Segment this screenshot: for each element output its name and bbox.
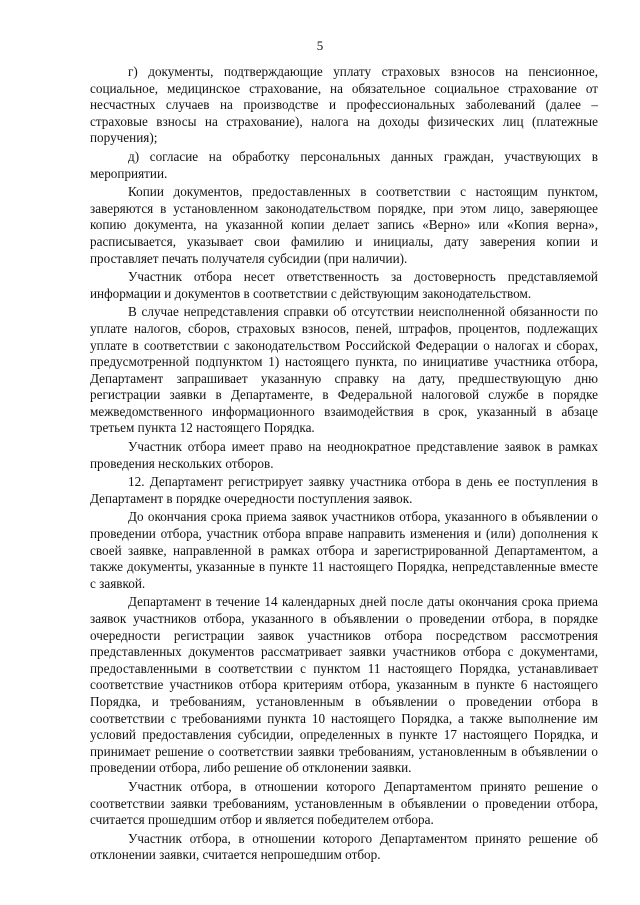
- paragraph-subitem-d: д) согласие на обработку персональных данных граждан, участвующих в мероприятии.: [90, 148, 598, 181]
- paragraph-changes-to-application: До окончания срока приема заявок участников отбора, указанного в объявлении о проведении отбора, участник отбора вправе направить изменения и (или) дополнения к своей заявке, направленной в рамках отбора и зарегистрированной Департаментом, а также документы, указанные в пункте 11 настоящего Порядка, непредставленные вместе с заявкой.: [90, 509, 598, 591]
- paragraph-tax-certificate: В случае непредставления справки об отсутствии неисполненной обязанности по уплате налогов, сборов, страховых взносов, пеней, штрафов, процентов, подлежащих уплате в соответствии с законодательством Российской Федерации о налогах и сборах, предусмотренной подпунктом 1) настоящего пункта, по инициативе участника отбора, Департамент запрашивает указанную справку на дату, предшествующую дню регистрации заявки в Департаменте, в Федеральной налоговой службе в порядке межведомственного информационного взаимодействия в срок, указанный в абзаце третьем пункта 12 настоящего Порядка.: [90, 304, 598, 436]
- paragraph-passed-selection: Участник отбора, в отношении которого Департаментом принято решение о соответствии заявки требованиям, установленным в объявлении о проведении отбора, считается прошедшим отбор и является победителем отбора.: [90, 778, 598, 828]
- paragraph-copies-certification: Копии документов, предоставленных в соответствии с настоящим пунктом, заверяются в установленном законодательством порядке, при этом лицо, заверяющее копию документа, на указанной копии делает запись «Верно» или «Копия верна», расписывается, указывает свои фамилию и инициалы, дату заверения копии и проставляет печать получателя субсидии (при наличии).: [90, 184, 598, 266]
- paragraph-responsibility: Участник отбора несет ответственность за достоверность представляемой информации и документов в соответствии с действующим законодательством.: [90, 269, 598, 301]
- paragraph-item-12-registration: 12. Департамент регистрирует заявку участника отбора в день ее поступления в Департамент в порядке очередности поступления заявок.: [90, 474, 598, 506]
- paragraph-failed-selection: Участник отбора, в отношении которого Департаментом принято решение об отклонении заявки, считается непрошедшим отбор.: [90, 830, 598, 863]
- paragraph-review-period: Департамент в течение 14 календарных дней после даты окончания срока приема заявок участников отбора, указанного в объявлении о проведении отбора, в порядке очередности регистрации заявок участников отбора посредством рассмотрения представленных документов рассматривает заявки участников отбора с документами, предоставленными в соответствии с пунктом 11 настоящего Порядка, устанавливает соответствие участников отбора критериям отбора, указанным в пункте 6 настоящего Порядка, и требованиям, установленным в объявлении о проведении отбора в соответствии с требованиями пункта 10 настоящего Порядка, а также выполнение им условий предоставления субсидии, определенных в пункте 17 настоящего Порядка, и принимает решение о соответствии заявки требованиям, установленным в объявлении о проведении отбора, либо решение об отклонении заявки.: [90, 594, 598, 776]
- paragraph-subitem-g: г) документы, подтверждающие уплату страховых взносов на пенсионное, социальное, медицинское страхование, на обязательное социальное страхование от несчастных случаев на производстве и профессиональных заболеваний (далее – страховые взносы на страхование), налога на доходы физических лиц (платежные поручения);: [90, 64, 598, 146]
- paragraph-multiple-applications: Участник отбора имеет право на неоднократное представление заявок в рамках проведения нескольких отборов.: [90, 439, 598, 471]
- document-body: [90, 64, 598, 866]
- page-number: 5: [316, 38, 324, 53]
